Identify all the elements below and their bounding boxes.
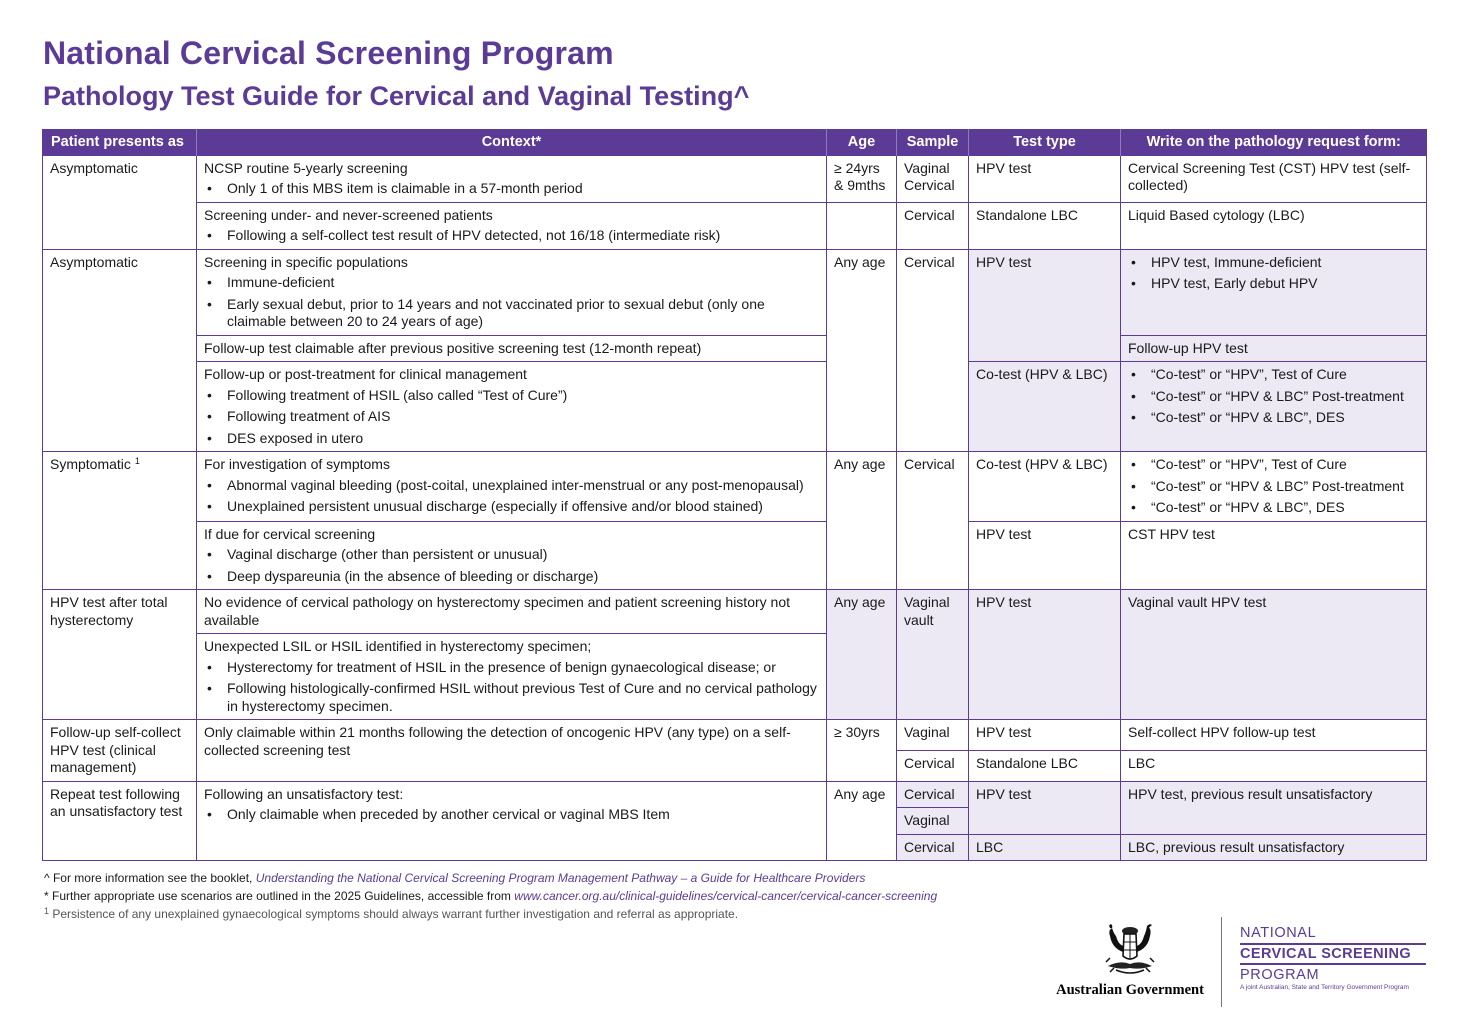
- column-header: Context*: [197, 129, 827, 155]
- context-text: Follow-up test claimable after previous positive screening test (12-month repeat): [204, 339, 702, 356]
- table-row: [43, 249, 1427, 335]
- ncsp-logo: [1240, 925, 1426, 991]
- test-type-cell: HPV test: [969, 720, 1121, 751]
- context-text: Unexpected LSIL or HSIL identified in hysterectomy specimen;: [204, 638, 592, 654]
- sample-cell: Vaginal vault: [897, 590, 969, 720]
- context-cell: [197, 590, 827, 634]
- request-form-cell: [1121, 249, 1427, 335]
- footnote-text: Persistence of any unexplained gynaecological symptoms should always warrant further investigation and referral as appropriate.: [52, 907, 739, 921]
- sample-cell: Vaginal: [897, 808, 969, 835]
- sample-cell: Cervical: [897, 750, 969, 781]
- form-bullet: • “Co-test” or “HPV & LBC” Post-treatment: [1128, 478, 1419, 496]
- context-bullet: • Following treatment of HSIL (also called “Test of Cure”): [204, 387, 819, 405]
- test-type-cell: Co-test (HPV & LBC): [969, 452, 1121, 522]
- table-row: [43, 155, 1427, 202]
- patient-presents-cell: Repeat test following an unsatisfactory test: [43, 781, 197, 861]
- form-bullet: • “Co-test” or “HPV & LBC” Post-treatment: [1128, 388, 1419, 406]
- context-text: Following an unsatisfactory test:: [204, 785, 404, 802]
- form-bullet: • HPV test, Immune-deficient: [1128, 254, 1419, 272]
- context-text: No evidence of cervical pathology on hysterectomy specimen and patient screening history not available: [204, 594, 790, 628]
- patient-presents-text: Symptomatic: [50, 456, 131, 472]
- request-form-cell: HPV test, previous result unsatisfactory: [1121, 781, 1427, 834]
- test-type-cell: Standalone LBC: [969, 202, 1121, 249]
- context-text: Only claimable within 21 months following the detection of oncogenic HPV (any type) on a self-collected screening test: [204, 724, 791, 758]
- table-row: [43, 781, 1427, 808]
- column-header: Test type: [969, 129, 1121, 155]
- age-cell: ≥ 30yrs: [827, 720, 897, 782]
- context-text: If due for cervical screening: [204, 525, 376, 542]
- request-form-cell: [1121, 362, 1427, 452]
- column-header: Sample: [897, 129, 969, 155]
- footnote-marker: 1: [44, 906, 50, 916]
- request-form-cell: LBC, previous result unsatisfactory: [1121, 834, 1427, 861]
- age-cell: Any age: [827, 452, 897, 590]
- context-bullet: • Only 1 of this MBS item is claimable in a 57-month period: [204, 180, 819, 198]
- form-bullet: • “Co-test” or “HPV & LBC”, DES: [1128, 409, 1419, 427]
- context-cell: [197, 335, 827, 362]
- table-header-row: [43, 129, 1427, 155]
- context-cell: [197, 202, 827, 249]
- table-row: [43, 202, 1427, 249]
- footnote-text: * Further appropriate use scenarios are outlined in the 2025 Guidelines, accessible from: [44, 889, 511, 903]
- context-cell: [197, 249, 827, 335]
- request-form-cell: Vaginal vault HPV test: [1121, 590, 1427, 720]
- context-text: For investigation of symptoms: [204, 456, 390, 472]
- table-row: [43, 590, 1427, 634]
- sample-cell: Vaginal Cervical: [897, 155, 969, 202]
- logo-line: NATIONAL: [1240, 925, 1317, 941]
- patient-presents-cell: HPV test after total hysterectomy: [43, 590, 197, 720]
- test-type-cell: Standalone LBC: [969, 750, 1121, 781]
- pathology-test-guide-table: [42, 129, 1427, 861]
- context-text: Follow-up or post-treatment for clinical management: [204, 366, 527, 382]
- context-bullet: • Only claimable when preceded by another cervical or vaginal MBS Item: [204, 806, 819, 824]
- form-bullet: • “Co-test” or “HPV & LBC”, DES: [1128, 499, 1419, 517]
- test-type-cell: HPV test: [969, 249, 1121, 362]
- context-bullet: • DES exposed in utero: [204, 430, 819, 448]
- sample-cell: Cervical: [897, 452, 969, 590]
- request-form-cell: Liquid Based cytology (LBC): [1121, 202, 1427, 249]
- request-form-cell: Follow-up HPV test: [1121, 335, 1427, 362]
- request-form-cell: [1121, 452, 1427, 522]
- context-text: Screening under- and never-screened patients: [204, 206, 493, 223]
- table-row: [43, 720, 1427, 751]
- page-title: National Cervical Screening Program: [43, 35, 614, 71]
- age-cell: Any age: [827, 590, 897, 720]
- context-bullet: • Abnormal vaginal bleeding (post-coital, unexplained inter-menstrual or any post-menopausal): [204, 477, 819, 495]
- context-cell: [197, 155, 827, 202]
- form-bullet: • “Co-test” or “HPV”, Test of Cure: [1128, 456, 1419, 474]
- footnote-marker: 1: [134, 456, 140, 466]
- request-form-cell: Cervical Screening Test (CST) HPV test (self-collected): [1121, 155, 1427, 202]
- patient-presents-cell: Follow-up self-collect HPV test (clinical management): [43, 720, 197, 782]
- context-text: NCSP routine 5-yearly screening: [204, 159, 408, 176]
- test-type-cell: LBC: [969, 834, 1121, 861]
- sample-cell: Cervical: [897, 781, 969, 808]
- context-bullet: • Following a self-collect test result of HPV detected, not 16/18 (intermediate risk): [204, 227, 819, 245]
- booklet-link[interactable]: Understanding the National Cervical Screening Program Management Pathway – a Guide for Healthcare Providers: [255, 871, 866, 885]
- page-subtitle: Pathology Test Guide for Cervical and Vaginal Testing^: [43, 81, 750, 111]
- context-bullet: • Vaginal discharge (other than persistent or unusual): [204, 546, 819, 564]
- sample-cell: Vaginal: [897, 720, 969, 751]
- test-type-cell: HPV test: [969, 521, 1121, 590]
- test-type-cell: HPV test: [969, 781, 1121, 834]
- form-bullet: • “Co-test” or “HPV”, Test of Cure: [1128, 366, 1419, 384]
- government-label: Australian Government: [1056, 982, 1204, 998]
- sample-cell: Cervical: [897, 834, 969, 861]
- footer-divider: [1221, 917, 1222, 1007]
- patient-presents-cell: Asymptomatic: [43, 249, 197, 452]
- context-cell: [197, 781, 827, 861]
- table-row: [43, 521, 1427, 590]
- guidelines-link[interactable]: www.cancer.org.au/clinical-guidelines/cervical-cancer/cervical-cancer-screening: [514, 889, 938, 903]
- column-header: Write on the pathology request form:: [1121, 129, 1427, 155]
- table-row: [43, 335, 1427, 362]
- sample-cell: Cervical: [897, 249, 969, 452]
- table-row: [43, 452, 1427, 522]
- context-cell: [197, 521, 827, 590]
- table-row: [43, 362, 1427, 452]
- form-bullet: • HPV test, Early debut HPV: [1128, 275, 1419, 293]
- request-form-cell: Self-collect HPV follow-up test: [1121, 720, 1427, 751]
- logo-tagline: A joint Australian, State and Territory Government Program: [1240, 984, 1409, 991]
- context-cell: [197, 634, 827, 720]
- context-cell: [197, 452, 827, 522]
- context-cell: [197, 362, 827, 452]
- context-bullet: • Immune-deficient: [204, 274, 819, 292]
- australian-government-logo: [1050, 922, 1210, 999]
- request-form-cell: CST HPV test: [1121, 521, 1427, 590]
- sample-cell: Cervical: [897, 202, 969, 249]
- context-bullet: • Early sexual debut, prior to 14 years and not vaccinated prior to sexual debut (only one claimable between 20 to 24 years of age): [204, 296, 819, 331]
- test-type-cell: Co-test (HPV & LBC): [969, 362, 1121, 452]
- age-cell: Any age: [827, 249, 897, 452]
- logo-line: PROGRAM: [1240, 967, 1320, 983]
- context-bullet: • Following treatment of AIS: [204, 408, 819, 426]
- column-header: Age: [827, 129, 897, 155]
- coat-of-arms-icon: [1090, 922, 1170, 980]
- column-header: Patient presents as: [43, 129, 197, 155]
- patient-presents-cell: [43, 452, 197, 590]
- age-cell: Any age: [827, 781, 897, 861]
- age-cell: ≥ 24yrs & 9mths: [827, 155, 897, 202]
- footnote-text: ^ For more information see the booklet,: [44, 871, 253, 885]
- test-type-cell: HPV test: [969, 590, 1121, 720]
- context-cell: [197, 720, 827, 782]
- context-bullet: • Unexplained persistent unusual discharge (especially if offensive and/or blood stained): [204, 498, 819, 516]
- test-type-cell: HPV test: [969, 155, 1121, 202]
- footnote: [44, 887, 937, 905]
- patient-presents-cell: Asymptomatic: [43, 155, 197, 249]
- request-form-cell: LBC: [1121, 750, 1427, 781]
- logo-line: CERVICAL SCREENING: [1240, 943, 1426, 965]
- context-bullet: • Following histologically-confirmed HSIL without previous Test of Cure and no cervical pathology in hysterectomy specimen.: [204, 680, 819, 715]
- footnotes: [44, 869, 937, 923]
- footnote: [44, 869, 937, 887]
- context-bullet: • Hysterectomy for treatment of HSIL in the presence of benign gynaecological disease; or: [204, 659, 819, 677]
- context-text: Screening in specific populations: [204, 253, 408, 270]
- context-bullet: • Deep dyspareunia (in the absence of bleeding or discharge): [204, 568, 819, 586]
- age-cell: [827, 202, 897, 249]
- footnote: [44, 905, 937, 923]
